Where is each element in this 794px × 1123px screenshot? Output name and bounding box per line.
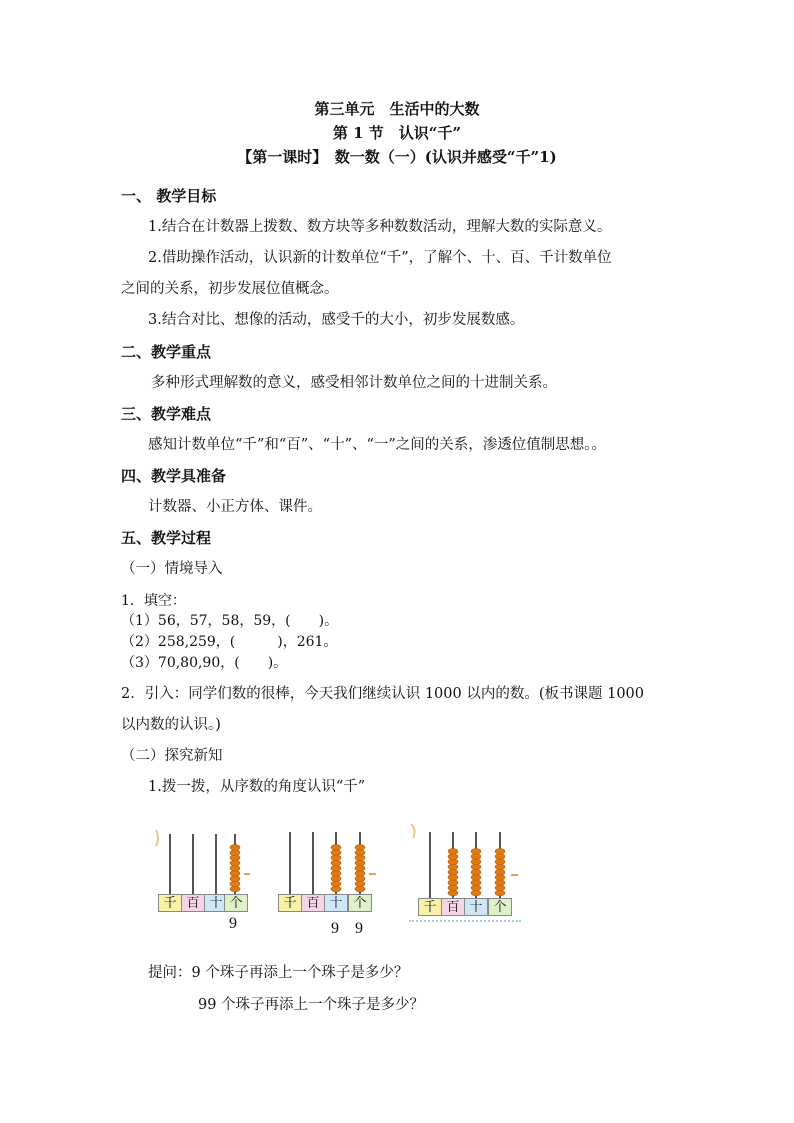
bead bbox=[355, 876, 365, 882]
abacus-number: 9 9 bbox=[331, 920, 364, 937]
bead bbox=[331, 845, 341, 851]
heading-key-points: 二、教学重点 bbox=[121, 343, 212, 361]
place-thousands: 千 bbox=[278, 894, 302, 912]
bead bbox=[448, 869, 458, 875]
bead bbox=[230, 845, 240, 851]
bead bbox=[230, 850, 240, 856]
bead bbox=[495, 869, 505, 875]
page-title-section: 第 1 节 认识“千” bbox=[332, 124, 462, 142]
bead bbox=[448, 854, 458, 860]
bead bbox=[495, 880, 505, 886]
bead bbox=[495, 890, 505, 896]
abacus-999 bbox=[405, 820, 535, 935]
bead bbox=[448, 859, 458, 865]
intro-line-1: 2．引入：同学们数的很棒，今天我们继续认识 1000 以内的数。(板书课题 1000 bbox=[121, 686, 645, 702]
bead bbox=[355, 881, 365, 887]
bead bbox=[230, 860, 240, 866]
fill-blank-label: 1．填空： bbox=[121, 593, 186, 609]
abacus-99 bbox=[272, 826, 392, 936]
bead bbox=[355, 871, 365, 877]
bead bbox=[448, 849, 458, 855]
bead bbox=[448, 864, 458, 870]
bead bbox=[331, 865, 341, 871]
heading-objectives: 一、 教学目标 bbox=[121, 187, 217, 205]
bead bbox=[355, 855, 365, 861]
bead bbox=[495, 859, 505, 865]
bead-column bbox=[230, 845, 240, 892]
bead bbox=[230, 876, 240, 882]
abacus-base bbox=[409, 920, 521, 926]
bead-column bbox=[471, 849, 481, 896]
bead bbox=[355, 865, 365, 871]
objective-1: 1.结合在计数器上拨数、数方块等多种数数活动，理解大数的实际意义。 bbox=[148, 219, 612, 235]
bead bbox=[471, 854, 481, 860]
place-hundreds: 百 bbox=[441, 898, 465, 916]
bead bbox=[230, 855, 240, 861]
abacus-frame bbox=[272, 826, 392, 896]
bead bbox=[471, 869, 481, 875]
bead bbox=[448, 875, 458, 881]
bead bbox=[355, 845, 365, 851]
place-ones: 个 bbox=[348, 894, 372, 912]
bead bbox=[331, 876, 341, 882]
place-thousands: 千 bbox=[418, 898, 442, 916]
abacus-frame bbox=[150, 826, 260, 896]
page-title-unit: 第三单元 生活中的大数 bbox=[314, 100, 480, 118]
place-ones: 个 bbox=[224, 894, 248, 912]
materials-text: 计数器、小正方体、课件。 bbox=[148, 499, 322, 515]
bead bbox=[331, 860, 341, 866]
place-tens: 十 bbox=[324, 894, 348, 912]
bead bbox=[448, 880, 458, 886]
abacus-number: 9 bbox=[229, 915, 237, 932]
place-hundreds: 百 bbox=[301, 894, 325, 912]
bead bbox=[355, 850, 365, 856]
bead bbox=[471, 885, 481, 891]
subheading-intro: （一）情境导入 bbox=[121, 561, 223, 577]
question-2: 99 个珠子再添上一个珠子是多少？ bbox=[198, 997, 425, 1013]
intro-line-2: 以内数的认识。) bbox=[121, 717, 221, 733]
step-1-text: 1.拨一拨，从序数的角度认识“千” bbox=[148, 779, 366, 795]
bead bbox=[471, 880, 481, 886]
bead bbox=[495, 854, 505, 860]
heading-materials: 四、教学具准备 bbox=[121, 467, 227, 485]
place-hundreds: 百 bbox=[181, 894, 205, 912]
bead bbox=[495, 885, 505, 891]
page-title-lesson: 【第一课时】 数一数（一）(认识并感受“千”1) bbox=[237, 148, 557, 166]
bead-column bbox=[355, 845, 365, 892]
bead bbox=[471, 864, 481, 870]
difficulties-text: 感知计数单位“千”和“百”、“十”、“一”之间的关系，渗透位值制思想。。 bbox=[148, 437, 607, 453]
place-tens: 十 bbox=[204, 894, 228, 912]
bead bbox=[471, 890, 481, 896]
place-thousands: 千 bbox=[158, 894, 182, 912]
fill-question-2: （2）258,259，( )，261。 bbox=[121, 634, 338, 650]
bead bbox=[331, 871, 341, 877]
heading-difficulties: 三、教学难点 bbox=[121, 405, 212, 423]
bead bbox=[471, 859, 481, 865]
bead bbox=[331, 855, 341, 861]
fill-question-3: （3）70,80,90，( )。 bbox=[121, 655, 288, 671]
bead bbox=[448, 890, 458, 896]
bead-column bbox=[331, 845, 341, 892]
bead bbox=[471, 849, 481, 855]
bead bbox=[230, 871, 240, 877]
objective-2-line-1: 2.借助操作活动，认识新的计数单位“千”，了解个、十、百、千计数单位 bbox=[148, 250, 612, 266]
bead bbox=[331, 886, 341, 892]
question-1: 提问：9 个珠子再添上一个珠子是多少？ bbox=[148, 965, 409, 981]
bead bbox=[355, 886, 365, 892]
bead-column bbox=[448, 849, 458, 896]
bead bbox=[495, 875, 505, 881]
objective-2-line-2: 之间的关系，初步发展位值概念。 bbox=[121, 281, 339, 297]
bead bbox=[355, 860, 365, 866]
bead bbox=[230, 865, 240, 871]
bead bbox=[331, 850, 341, 856]
bead bbox=[471, 875, 481, 881]
heading-process: 五、教学过程 bbox=[121, 529, 212, 547]
fill-question-1: （1）56，57，58，59，( )。 bbox=[121, 613, 339, 629]
subheading-explore: （二）探究新知 bbox=[121, 748, 223, 764]
key-points-text: 多种形式理解数的意义，感受相邻计数单位之间的十进制关系。 bbox=[151, 375, 557, 391]
abacus-9 bbox=[150, 826, 260, 936]
bead bbox=[448, 885, 458, 891]
bead bbox=[230, 886, 240, 892]
bead bbox=[495, 849, 505, 855]
bead bbox=[495, 864, 505, 870]
bead bbox=[331, 881, 341, 887]
bead-column bbox=[495, 849, 505, 896]
abacus-frame bbox=[405, 820, 535, 900]
bead bbox=[230, 881, 240, 887]
objective-3: 3.结合对比、想像的活动，感受千的大小，初步发展数感。 bbox=[148, 312, 525, 328]
place-ones: 个 bbox=[488, 898, 512, 916]
place-tens: 十 bbox=[464, 898, 488, 916]
